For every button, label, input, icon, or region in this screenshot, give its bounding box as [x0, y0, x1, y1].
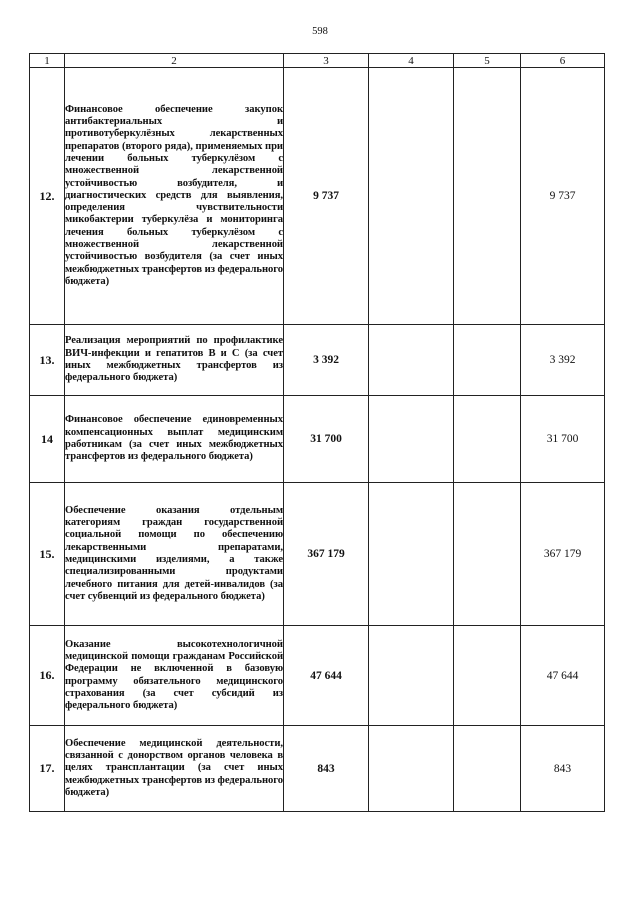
row-amount-col3: 3 392	[284, 325, 369, 396]
row-amount-col4	[369, 325, 454, 396]
row-amount-col4	[369, 68, 454, 325]
row-description: Обеспечение медицинской деятельности, связанной с донорством органов человека в целях трансплантации (за счет иных межбюджетных трансфертов из федерального бюджета)	[65, 726, 284, 812]
row-amount-col5	[454, 626, 521, 726]
row-number: 16.	[30, 626, 65, 726]
row-amount-col5	[454, 483, 521, 626]
column-header-1: 1	[30, 54, 65, 68]
row-number: 17.	[30, 726, 65, 812]
budget-table	[29, 53, 605, 812]
row-number: 14	[30, 396, 65, 483]
column-header-2: 2	[65, 54, 284, 68]
row-total-col6: 3 392	[521, 325, 605, 396]
row-description: Финансовое обеспечение единовременных компенсационных выплат медицинским работникам (за счет иных межбюджетных трансфертов из федерального бюджета)	[65, 396, 284, 483]
row-amount-col5	[454, 726, 521, 812]
row-number: 15.	[30, 483, 65, 626]
row-total-col6: 367 179	[521, 483, 605, 626]
table-row	[30, 626, 605, 726]
row-amount-col5	[454, 325, 521, 396]
row-number: 12.	[30, 68, 65, 325]
column-header-6: 6	[521, 54, 605, 68]
row-total-col6: 47 644	[521, 626, 605, 726]
row-description: Финансовое обеспечение закупок антибактериальных и противотуберкулёзных лекарственных препаратов (второго ряда), применяемых при лечении больных туберкулёзом с множественной лекарственной устойчивостью возбудителя, и диагностических средств для выявления, определения чувствительности микобактерии туберкулёза и мониторинга лечения больных туберкулёзом с множественной лекарственной устойчивостью возбудителя (за счет иных межбюджетных трансфертов из федерального бюджета)	[65, 68, 284, 325]
row-amount-col5	[454, 396, 521, 483]
row-amount-col3: 31 700	[284, 396, 369, 483]
row-amount-col5	[454, 68, 521, 325]
column-header-5: 5	[454, 54, 521, 68]
row-amount-col4	[369, 726, 454, 812]
row-number: 13.	[30, 325, 65, 396]
row-amount-col3: 367 179	[284, 483, 369, 626]
row-amount-col3: 9 737	[284, 68, 369, 325]
table-row	[30, 68, 605, 325]
row-amount-col4	[369, 396, 454, 483]
table-row	[30, 726, 605, 812]
table-row	[30, 396, 605, 483]
row-description: Реализация мероприятий по профилактике ВИЧ-инфекции и гепатитов В и С (за счет иных межбюджетных трансфертов из федерального бюджета)	[65, 325, 284, 396]
column-header-4: 4	[369, 54, 454, 68]
row-description: Обеспечение оказания отдельным категориям граждан государственной социальной помощи по обеспечению лекарственными препаратами, медицинскими изделиями, а также специализированными продуктами лечебного питания для детей-инвалидов (за счет субвенций из федерального бюджета)	[65, 483, 284, 626]
table-row	[30, 483, 605, 626]
row-description: Оказание высокотехнологичной медицинской помощи гражданам Российской Федерации не включенной в базовую программу обязательного медицинского страхования (за счет субсидий из федерального бюджета)	[65, 626, 284, 726]
row-amount-col4	[369, 483, 454, 626]
header-row	[30, 54, 605, 68]
row-total-col6: 843	[521, 726, 605, 812]
row-amount-col4	[369, 626, 454, 726]
page-number: 598	[312, 26, 328, 37]
row-total-col6: 31 700	[521, 396, 605, 483]
row-total-col6: 9 737	[521, 68, 605, 325]
row-amount-col3: 843	[284, 726, 369, 812]
table-row	[30, 325, 605, 396]
column-header-3: 3	[284, 54, 369, 68]
row-amount-col3: 47 644	[284, 626, 369, 726]
